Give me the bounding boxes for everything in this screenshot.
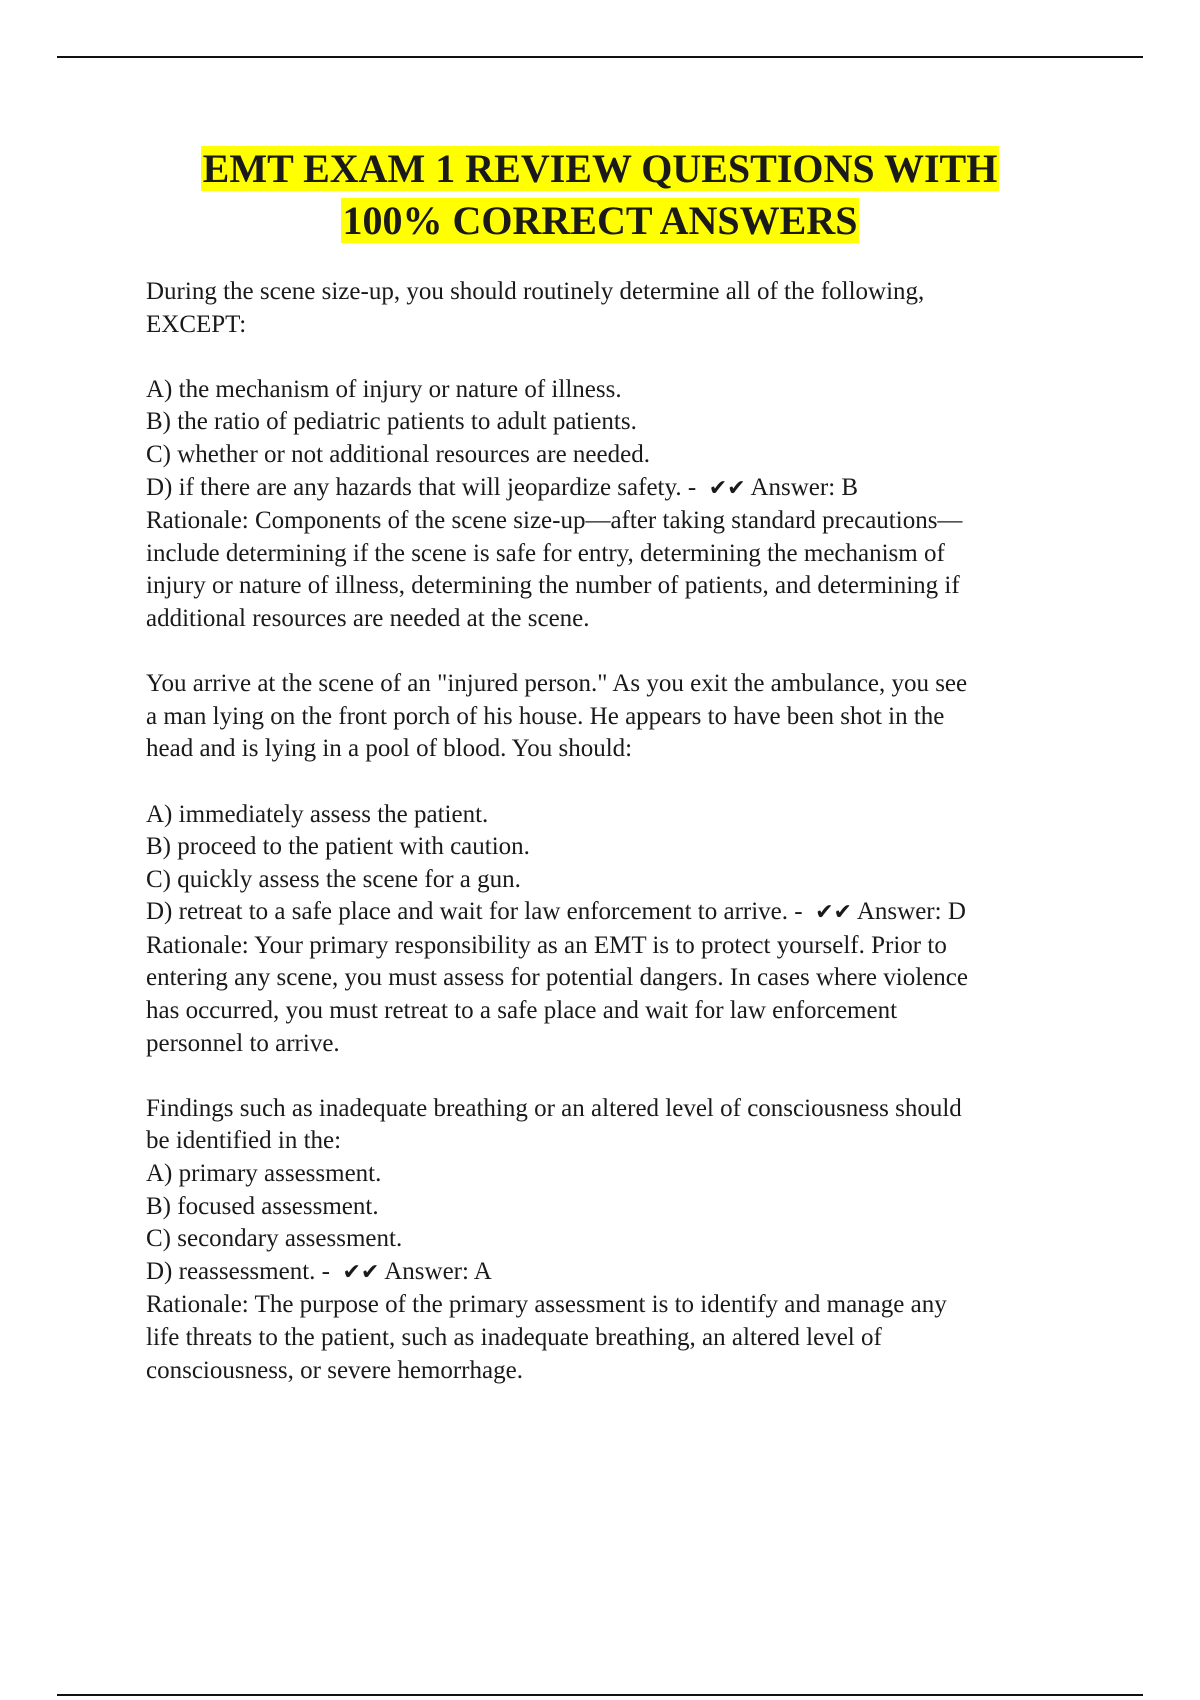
question-stem-line: You arrive at the scene of an "injured person." As you exit the ambulance, you see bbox=[146, 670, 968, 698]
option-d: D) if there are any hazards that will jeopardize safety. - bbox=[146, 473, 697, 501]
question-stem-line: During the scene size-up, you should routinely determine all of the following, bbox=[146, 278, 925, 305]
option-d-with-answer bbox=[146, 472, 1106, 506]
bottom-rule bbox=[57, 1694, 1143, 1696]
rationale-line: consciousness, or severe hemorrhage. bbox=[146, 1356, 523, 1384]
option-a: A) the mechanism of injury or nature of illness. bbox=[146, 375, 622, 403]
option-d-with-answer bbox=[146, 896, 1106, 930]
rationale-line: life threats to the patient, such as inadequate breathing, an altered level of bbox=[146, 1324, 882, 1351]
option-c: C) quickly assess the scene for a gun. bbox=[146, 865, 521, 893]
rationale-line: Rationale: The purpose of the primary assessment is to identify and manage any bbox=[146, 1291, 947, 1319]
top-rule bbox=[57, 56, 1143, 58]
option-a: A) immediately assess the patient. bbox=[146, 800, 489, 828]
option-d: D) reassessment. - bbox=[146, 1257, 330, 1285]
rationale-line: additional resources are needed at the scene. bbox=[146, 604, 590, 632]
title-line-2: 100% CORRECT ANSWERS bbox=[342, 198, 858, 243]
option-c: C) whether or not additional resources are needed. bbox=[146, 440, 650, 468]
double-check-icon: ✔✔ bbox=[708, 475, 746, 501]
answer-label: Answer: D bbox=[856, 898, 966, 926]
questions-body bbox=[146, 276, 1106, 1387]
question-stem-line: EXCEPT: bbox=[146, 310, 247, 338]
rationale-line: personnel to arrive. bbox=[146, 1029, 340, 1057]
double-check-icon: ✔✔ bbox=[342, 1259, 380, 1285]
double-check-icon: ✔✔ bbox=[815, 900, 852, 926]
question-stem-line: be identified in the: bbox=[146, 1127, 342, 1155]
question-stem-line: Findings such as inadequate breathing or an altered level of consciousness should bbox=[146, 1094, 962, 1122]
rationale-line: Rationale: Your primary responsibility as an EMT is to protect yourself. Prior to bbox=[146, 931, 947, 959]
question-1 bbox=[146, 276, 1106, 636]
question-2 bbox=[146, 668, 1106, 1060]
title-line-1: EMT EXAM 1 REVIEW QUESTIONS WITH bbox=[202, 146, 998, 191]
question-3 bbox=[146, 1093, 1106, 1387]
option-b: B) proceed to the patient with caution. bbox=[146, 833, 530, 861]
question-stem-line: a man lying on the front porch of his house. He appears to have been shot in the bbox=[146, 702, 945, 730]
option-a: A) primary assessment. bbox=[146, 1160, 382, 1188]
rationale-line: include determining if the scene is safe for entry, determining the mechanism of bbox=[146, 539, 945, 567]
option-d-with-answer bbox=[146, 1256, 1106, 1290]
rationale-line: entering any scene, you must assess for potential dangers. In cases where violence bbox=[146, 964, 968, 992]
option-d: D) retreat to a safe place and wait for law enforcement to arrive. - bbox=[146, 898, 803, 926]
option-c: C) secondary assessment. bbox=[146, 1225, 403, 1253]
answer-label: Answer: B bbox=[750, 473, 859, 501]
document-title bbox=[0, 143, 1200, 247]
option-b: B) the ratio of pediatric patients to adult patients. bbox=[146, 408, 637, 436]
rationale-line: Rationale: Components of the scene size-up—after taking standard precautions— bbox=[146, 507, 963, 535]
question-stem-line: head and is lying in a pool of blood. You should: bbox=[146, 735, 633, 763]
rationale-line: injury or nature of illness, determining the number of patients, and determining if bbox=[146, 572, 960, 600]
rationale-line: has occurred, you must retreat to a safe place and wait for law enforcement bbox=[146, 997, 898, 1025]
option-b: B) focused assessment. bbox=[146, 1192, 379, 1220]
answer-label: Answer: A bbox=[384, 1257, 492, 1285]
